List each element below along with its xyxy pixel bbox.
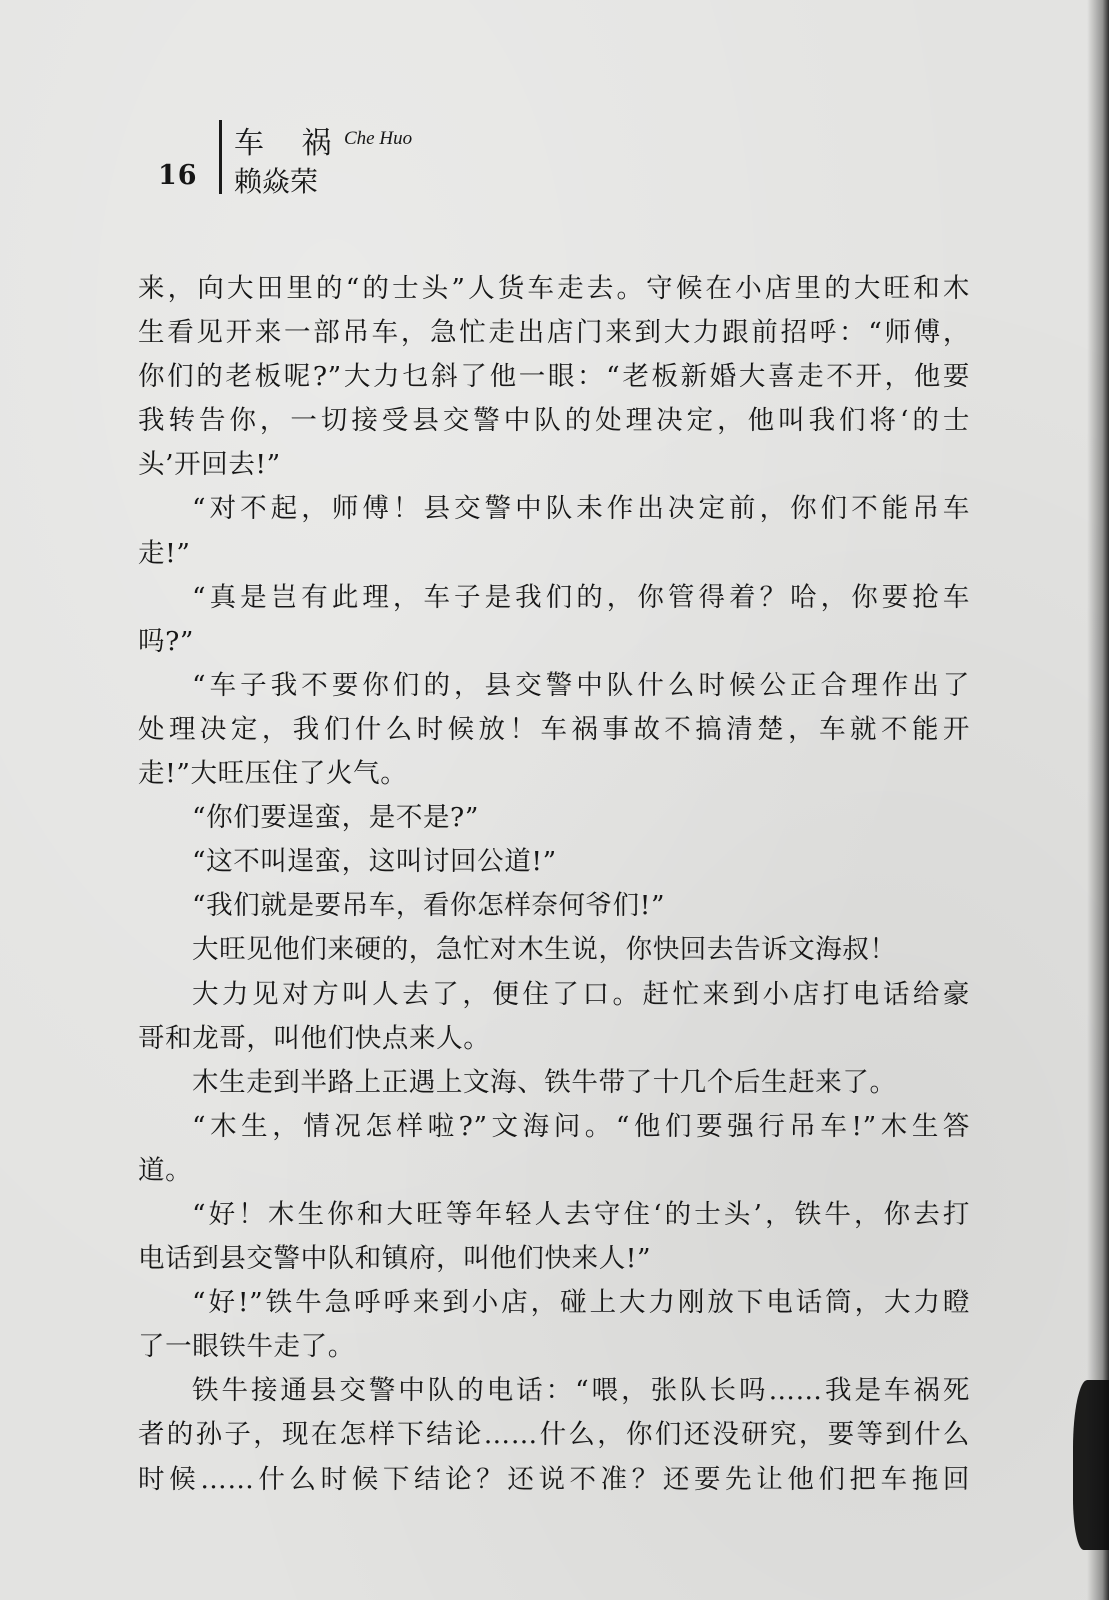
text-line: “真是岂有此理，车子是我们的，你管得着？哈，你要抢车 <box>192 581 970 613</box>
text-line: “好！木生你和大旺等年轻人去守住‘的士头’，铁牛，你去打 <box>192 1198 970 1230</box>
text-line: “木生，情况怎样啦?”文海问。“他们要强行吊车!”木生答 <box>192 1110 970 1142</box>
text-line: “你们要逞蛮，是不是?” <box>192 802 480 834</box>
text-line: 铁牛接通县交警中队的电话：“喂，张队长吗……我是车祸死 <box>192 1375 970 1407</box>
text-line: 头’开回去!” <box>138 449 281 481</box>
text-line: “我们就是要吊车，看你怎样奈何爷们!” <box>192 890 666 922</box>
book-title-pinyin: Che Huo <box>344 128 413 149</box>
text-line: 生看见开来一部吊车，急忙走出店门来到大力跟前招呼：“师傅， <box>138 317 970 349</box>
text-line: 大旺见他们来硬的，急忙对木生说，你快回去告诉文海叔！ <box>192 934 897 966</box>
header-divider <box>219 120 222 194</box>
text-line: 木生走到半路上正遇上文海、铁牛带了十几个后生赶来了。 <box>192 1066 897 1098</box>
body-text <box>138 267 970 1502</box>
text-line: 处理决定，我们什么时候放！车祸事故不搞清楚，车就不能开 <box>138 713 970 745</box>
text-line: “好!”铁牛急呼呼来到小店，碰上大力刚放下电话筒，大力瞪 <box>192 1287 970 1319</box>
text-line: 吗?” <box>138 625 195 657</box>
text-line: 来，向大田里的“的士头”人货车走去。守候在小店里的大旺和木 <box>138 273 970 304</box>
text-line: 你们的老板呢?”大力乜斜了他一眼：“老板新婚大喜走不开，他要 <box>138 361 970 393</box>
running-header <box>158 118 478 198</box>
text-line: 道。 <box>138 1154 193 1186</box>
text-line: 走!” <box>138 537 191 569</box>
scan-edge-blot <box>1073 1380 1109 1550</box>
scan-edge-shadow <box>1087 0 1109 1600</box>
text-line: 了一眼铁牛走了。 <box>138 1331 355 1363</box>
text-line: 我转告你，一切接受县交警中队的处理决定，他叫我们将‘的士 <box>138 405 970 437</box>
text-line: “对不起，师傅！县交警中队未作出决定前，你们不能吊车 <box>192 493 970 525</box>
page-number: 16 <box>158 160 198 191</box>
text-line: “这不叫逞蛮，这叫讨回公道!” <box>192 846 557 878</box>
text-line: 电话到县交警中队和镇府，叫他们快来人!” <box>138 1243 652 1275</box>
text-line: “车子我不要你们的，县交警中队什么时候公正合理作出了 <box>192 669 970 701</box>
text-line: 走!”大旺压住了火气。 <box>138 758 408 790</box>
text-line: 者的孙子，现在怎样下结论……什么，你们还没研究，要等到什么 <box>138 1419 970 1451</box>
text-line: 大力见对方叫人去了，便住了口。赶忙来到小店打电话给豪 <box>192 978 970 1010</box>
text-line: 时候……什么时候下结论？还说不准？还要先让他们把车拖回 <box>138 1463 970 1495</box>
author-name: 赖焱荣 <box>234 165 319 198</box>
book-title: 车 祸 <box>234 126 346 161</box>
text-line: 哥和龙哥，叫他们快点来人。 <box>138 1022 491 1054</box>
